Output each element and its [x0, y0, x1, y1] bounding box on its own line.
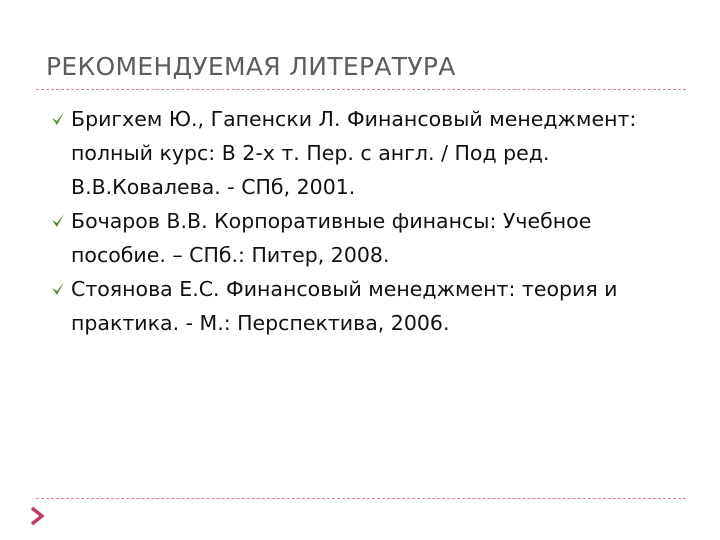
list-item	[50, 272, 690, 340]
next-slide-arrow-icon[interactable]	[30, 506, 44, 526]
footer-divider	[36, 498, 686, 499]
reference-text: Стоянова Е.С. Финансовый менеджмент: теория и практика. - М.: Перспектива, 2006.	[71, 277, 618, 335]
checkmark-icon	[50, 213, 66, 229]
checkmark-icon	[50, 281, 66, 297]
title-divider	[36, 89, 686, 90]
reference-text: Бригхем Ю., Гапенски Л. Финансовый менеджмент: полный курс: В 2-х т. Пер. с англ. / Под ред. В.В.Ковалева. - СПб, 2001.	[71, 107, 637, 199]
list-item	[50, 204, 690, 272]
list-item	[50, 102, 690, 204]
checkmark-icon	[50, 111, 66, 127]
reference-text: Бочаров В.В. Корпоративные финансы: Учебное пособие. – СПб.: Питер, 2008.	[71, 209, 592, 267]
slide-title: РЕКОМЕНДУЕМАЯ ЛИТЕРАТУРА	[46, 52, 456, 81]
reference-list	[50, 102, 690, 340]
